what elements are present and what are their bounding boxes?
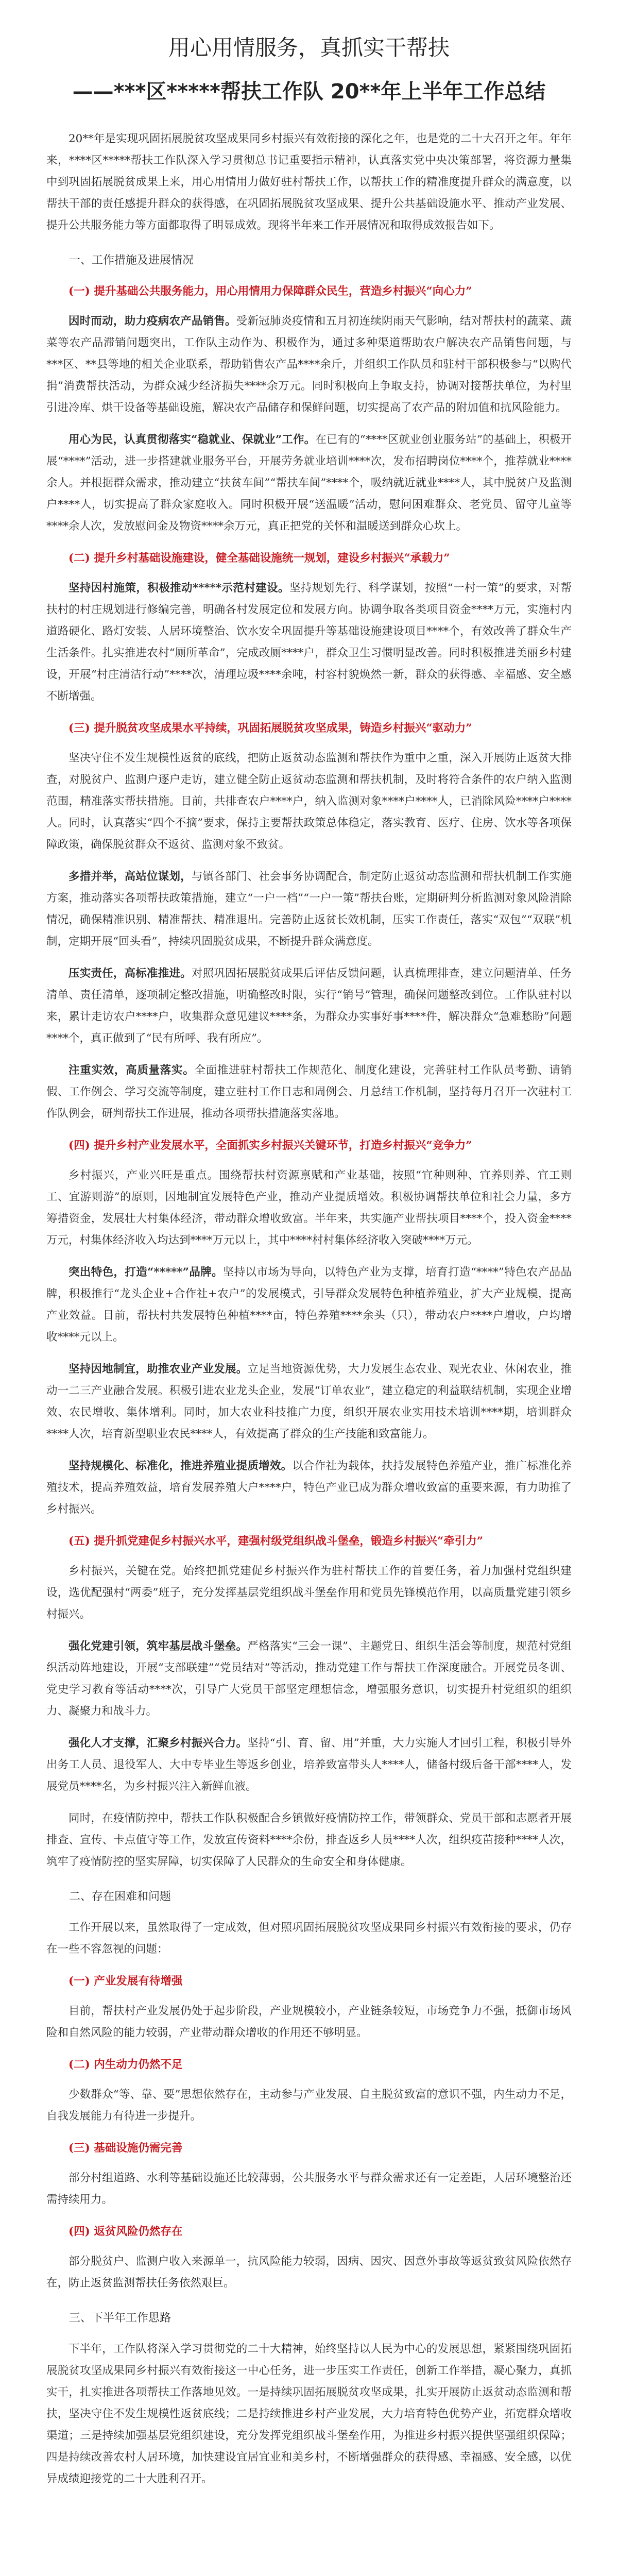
paragraph-text: 立足当地资源优势，大力发展生态农业、观光农业、休闲农业，推动一二三产业融合发展。积极引进农业龙头企业，发展“订单农业”，建立稳定的利益联结机制，实现企业增效、农民增收、集体增利。同时，加大农业科技推广力度，组织开展农业实用技术培训****期，培训群众****人次，培育新型职业农民****人，有效提高了群众的生产技能和致富能力。 — [46, 1363, 572, 1440]
problem-heading-4: (四) 返贫风险仍然存在 — [68, 2225, 183, 2238]
paragraph — [46, 311, 572, 419]
document-title: 用心用情服务，真抓实干帮扶 — [168, 35, 450, 60]
paragraph-lead: 坚持规模化、标准化，推进养殖业提质增效。 — [68, 1460, 293, 1472]
paragraph: 同时，在疫情防控中，帮扶工作队积极配合乡镇做好疫情防控工作，带领群众、党员干部和志愿者开展排查、宣传、卡点值守等工作，发放宣传资料****余份，排查返乡人员****人次，组织疫苗接种****人次，筑牢了疫情防控的坚实屏障，切实保障了人民群众的生命安全和身体健康。 — [46, 1812, 572, 1868]
subsection-heading-2: (二) 提升乡村基础设施建设，健全基础设施统一规划，建设乡村振兴“承载力” — [68, 552, 450, 565]
paragraph-lead: 坚持因地制宜，助推农业产业发展。 — [68, 1363, 248, 1376]
document-header — [46, 0, 572, 105]
paragraph-text: 坚持“引、育、留、用”并重，大力实施人才回引工程，积极引导外出务工人员、退役军人、大中专毕业生等返乡创业，培养致富带头人****人，储备村级后备干部****人，发展党员****名，为乡村振兴注入新鲜血液。 — [46, 1737, 572, 1793]
paragraph-lead: 压实责任，高标准推进。 — [68, 967, 192, 980]
paragraph — [46, 1636, 572, 1722]
paragraph: 少数群众“等、靠、要”思想依然存在，主动参与产业发展、自主脱贫致富的意识不强，内生动力不足，自我发展能力有待进一步提升。 — [46, 2088, 572, 2123]
paragraph-text: 严格落实“三会一课”、主题党日、组织生活会等制度，规范村党组织活动阵地建设，开展“支部联建”“党员结对”等活动，推动党建工作与帮扶工作深度融合。开展党员冬训、党史学习教育等活动****次，引导广大党员干部坚定理想信念，增强服务意识，切实提升村党组织的组织力、凝聚力和战斗力。 — [46, 1640, 572, 1718]
subsection-heading-4: (四) 提升乡村产业发展水平，全面抓实乡村振兴关键环节，打造乡村振兴“竞争力” — [68, 1139, 472, 1152]
section-heading-2: 二、存在困难和问题 — [69, 1890, 171, 1903]
section-heading-3: 三、下半年工作思路 — [69, 2312, 171, 2325]
paragraph: 部分脱贫户、监测户收入来源单一，抗风险能力较弱，因病、因灾、因意外事故等返贫致贫风险依然存在，防止返贫监测帮扶任务依然艰巨。 — [46, 2255, 572, 2290]
section-heading-1: 一、工作措施及进展情况 — [69, 254, 194, 267]
intro-paragraph: 20**年是实现巩固拓展脱贫攻坚成果同乡村振兴有效衔接的深化之年，也是党的二十大召开之年。年年来，****区*****帮扶工作队深入学习贯彻总书记重要指示精神，认真落实党中央决策部署，将资源力量集中到巩固拓展脱贫成果上来，用心用情用力做好驻村帮扶工作，以帮扶工作的精准度提升群众的满意度，以帮扶干部的责任感提升群众的获得感，在巩固拓展脱贫攻坚成果、提升公共基础设施水平、推动产业发展、提升公共服务能力等方面都取得了明显成效。现将半年来工作开展情况和取得成效报告如下。 — [46, 132, 572, 232]
paragraph — [46, 578, 572, 707]
paragraph-lead: 用心为民，认真贯彻落实“稳就业、保就业”工作。 — [68, 433, 316, 446]
paragraph-lead: 强化人才支撑，汇聚乡村振兴合力。 — [68, 1737, 248, 1750]
paragraph-text: 在已有的“****区就业创业服务站”的基础上，积极开展“****”活动，进一步搭建就业服务平台，开展劳务就业培训****次，发布招聘岗位****个，推荐就业****余人。并根据群众需求，推动建立“扶贫车间”“帮扶车间”****个，吸纳就近就业****人，其中脱贫户及监测户****人，切实提高了群众家庭收入。同时积极开展“送温暖”活动，慰问困难群众、老党员、留守儿童等****余人次，发放慰问金及物资****余万元，真正把党的关怀和温暖送到群众心坎上。 — [46, 433, 572, 533]
paragraph: 工作开展以来，虽然取得了一定成效，但对照巩固拓展脱贫攻坚成果同乡村振兴有效衔接的要求，仍存在一些不容忽视的问题： — [46, 1921, 572, 1956]
paragraph — [46, 1060, 572, 1125]
paragraph: 坚决守住不发生规模性返贫的底线，把防止返贫动态监测和帮扶作为重中之重，深入开展防止返贫大排查，对脱贫户、监测户逐户走访，建立健全防止返贫动态监测和帮扶机制，及时将符合条件的农户纳入监测范围，精准落实帮扶措施。目前，共排查农户****户，纳入监测对象****户****人，已消除风险****户****人。同时，认真落实“四个不摘”要求，保持主要帮扶政策总体稳定，落实教育、医疗、住房、饮水等各项保障政策，确保脱贫群众不返贫、监测对象不致贫。 — [46, 752, 572, 851]
problem-heading-1: (一) 产业发展有待增强 — [68, 1975, 183, 1988]
paragraph-text: 与镇各部门、社会事务协调配合，制定防止返贫动态监测和帮扶机制工作实施方案，推动落实各项帮扶政策措施，建立“一户一档”“一户一策”帮扶台账，定期研判分析监测对象风险消除情况，确保精准识别、精准帮扶、精准退出。完善防止返贫长效机制，压实工作责任，落实“双包”“双联”机制，定期开展“回头看”，持续巩固脱贫成果，不断提升群众满意度。 — [46, 870, 572, 948]
paragraph: 目前，帮扶村产业发展仍处于起步阶段，产业规模较小，产业链条较短，市场竞争力不强，抵御市场风险和自然风险的能力较弱，产业带动群众增收的作用还不够明显。 — [46, 2005, 572, 2039]
paragraph-text: 以合作社为载体，扶持发展特色养殖产业，推广标准化养殖技术，提高养殖效益，培育发展养殖大户****户，特色产业已成为群众增收致富的重要来源，有力助推了乡村振兴。 — [46, 1460, 572, 1516]
paragraph: 部分村组道路、水利等基础设施还比较薄弱，公共服务水平与群众需求还有一定差距，人居环境整治还需持续用力。 — [46, 2172, 572, 2206]
problem-heading-2: (二) 内生动力仍然不足 — [68, 2058, 183, 2071]
paragraph-lead: 强化党建引领，筑牢基层战斗堡垒。 — [68, 1640, 248, 1653]
subsection-heading-1: (一) 提升基础公共服务能力，用心用情用力保障群众民生，营造乡村振兴“向心力” — [68, 285, 472, 298]
paragraph: 乡村振兴，关键在党。始终把抓党建促乡村振兴作为驻村帮扶工作的首要任务，着力加强村党组织建设，选优配强村“两委”班子，充分发挥基层党组织战斗堡垒作用和党员先锋模范作用，以高质量党建引领乡村振兴。 — [46, 1565, 572, 1621]
paragraph-lead: 多措并举，高站位谋划， — [68, 870, 192, 883]
paragraph-lead: 坚持因村施策，积极推动*****示范村建设。 — [68, 582, 289, 595]
subsection-heading-5: (五) 提升抓党建促乡村振兴水平，建强村级党组织战斗堡垒，锻造乡村振兴“牵引力” — [68, 1535, 484, 1548]
paragraph: 下半年，工作队将深入学习贯彻党的二十大精神，始终坚持以人民为中心的发展思想，紧紧围绕巩固拓展脱贫攻坚成果同乡村振兴有效衔接这一中心任务，进一步压实工作责任，创新工作举措，凝心聚力，真抓实干，扎实推进各项帮扶工作落地见效。一是持续巩固拓展脱贫攻坚成果，扎实开展防止返贫动态监测和帮扶，坚决守住不发生规模性返贫底线；二是持续推进乡村产业发展，大力培育特色优势产业，拓宽群众增收渠道；三是持续加强基层党组织建设，充分发挥党组织战斗堡垒作用，为推进乡村振兴提供坚强组织保障；四是持续改善农村人居环境，加快建设宜居宜业和美乡村，不断增强群众的获得感、幸福感、安全感，以优异成绩迎接党的二十大胜利召开。 — [46, 2343, 572, 2485]
paragraph-lead: 注重实效，高质量落实。 — [68, 1064, 195, 1077]
paragraph — [46, 963, 572, 1049]
paragraph — [46, 1733, 572, 1798]
paragraph — [46, 1455, 572, 1520]
paragraph: 乡村振兴，产业兴旺是重点。围绕帮扶村资源禀赋和产业基础，按照“宜种则种、宜养则养、宜工则工、宜游则游”的原则，因地制宜发展特色产业，推动产业提质增效。积极协调帮扶单位和社会力量，多方筹措资金，发展壮大村集体经济，带动群众增收致富。半年来，共实施产业帮扶项目****个，投入资金****万元，村集体经济收入均达到****万元以上，其中****村村集体经济收入突破****万元。 — [46, 1169, 572, 1247]
subsection-heading-3: (三) 提升脱贫攻坚成果水平持续，巩固拓展脱贫攻坚成果，铸造乡村振兴“驱动力” — [68, 722, 472, 735]
paragraph-text: 对照巩固拓展脱贫成果后评估反馈问题，认真梳理排查，建立问题清单、任务清单、责任清单，逐项制定整改措施，明确整改时限，实行“销号”管理，确保问题整改到位。工作队驻村以来，累计走访农户****户，收集群众意见建议****条，为群众办实事好事****件，解决群众“急难愁盼”问题****个，真正做到了“民有所呼、我有所应”。 — [46, 967, 572, 1045]
paragraph — [46, 429, 572, 537]
document-subtitle: ——***区*****帮扶工作队 20**年上半年工作总结 — [72, 80, 546, 104]
paragraph — [46, 1359, 572, 1445]
paragraph — [46, 1262, 572, 1348]
paragraph-text: 受新冠肺炎疫情和五月初连续阴雨天气影响，结对帮扶村的蔬菜、蔬菜等农产品滞销问题突出，工作队主动作为、积极作为，通过多种渠道帮助农户解决农产品销售问题，与***区、**县等地的相关企业联系，帮助销售农产品****余斤，并组织工作队员和驻村干部积极参与“以购代捐”消费帮扶活动，为群众减少经济损失****余万元。同时积极向上争取支持，协调对接帮扶单位，为村里引进冷库、烘干设备等基础设施，解决农产品储存和保鲜问题，切实提高了农产品的附加值和抗风险能力。 — [46, 315, 572, 414]
paragraph-text: 坚持规划先行、科学谋划，按照“一村一策”的要求，对帮扶村的村庄规划进行修编完善，明确各村发展定位和发展方向。协调争取各类项目资金****万元，实施村内道路硬化、路灯安装、人居环境整治、饮水安全巩固提升等基础设施建设项目****个，有效改善了群众生产生活条件。扎实推进农村“厕所革命”，完成改厕****户，群众卫生习惯明显改善。同时积极推进美丽乡村建设，开展“村庄清洁行动”****次，清理垃圾****余吨，村容村貌焕然一新，群众的获得感、幸福感、安全感不断增强。 — [46, 582, 572, 703]
problem-heading-3: (三) 基础设施仍需完善 — [68, 2142, 183, 2155]
paragraph-lead: 因时而动，助力疫病农产品销售。 — [68, 315, 236, 328]
document-body — [46, 128, 572, 2490]
paragraph-text: 全面推进驻村帮扶工作规范化、制度化建设，完善驻村工作队员考勤、请销假、工作例会、学习交流等制度，建立驻村工作日志和周例会、月总结工作机制，坚持每月召开一次驻村工作队例会，研判帮扶工作进展，推动各项帮扶措施落实落地。 — [46, 1064, 572, 1120]
paragraph-lead: 突出特色，打造“*****”品牌。 — [68, 1266, 223, 1279]
paragraph-text: 坚持以市场为导向，以特色产业为支撑，培育打造“****”特色农产品品牌，积极推行“龙头企业+合作社+农户”的发展模式，引导群众发展特色种植养殖业，扩大产业规模，提高产业效益。目前，帮扶村共发展特色种植****亩，特色养殖****余头（只），带动农户****户增收，户均增收****元以上。 — [46, 1266, 572, 1344]
paragraph — [46, 866, 572, 953]
